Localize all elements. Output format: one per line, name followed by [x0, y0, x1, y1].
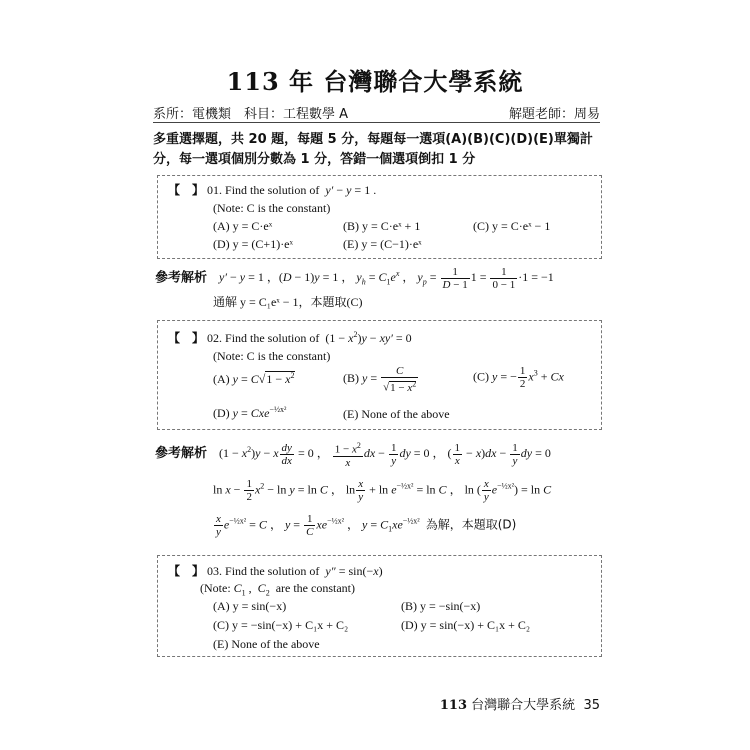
question-box-03	[157, 555, 602, 657]
answer-bracket: 【 】	[168, 564, 205, 578]
note: (Note: C is the constant)	[213, 349, 331, 363]
option-d: (D) y = (C+1)·eˣ	[213, 237, 293, 251]
section-intro: 多重選擇題，共 20 題，每題 5 分，每題每一選項(A)(B)(C)(D)(E)單獨計分，每一選項個別分數為 1 分，答錯一個選項倒扣 1 分	[153, 132, 593, 167]
question-text: 03. Find the solution of	[207, 564, 320, 578]
option-d: (D) y = Cxe$^{-\frac{1}{2}x^2}$	[213, 405, 287, 420]
dept-subject: 系所：電機類 科目：工程數學 A	[153, 107, 349, 122]
header-rule	[153, 122, 600, 123]
option-b: (B) y = $\frac{C}{√1 - x^2}$	[343, 365, 417, 394]
note: (Note: $C_1$ , $C_2$ are the constant)	[200, 581, 355, 598]
question-box-01	[157, 175, 602, 259]
equation: $(1 - x^2)y - xy' = 0$	[325, 330, 412, 345]
option-a: (A) $y = C√1 - x^2$	[213, 371, 295, 386]
answer-conclusion-01: 通解 y = C₁eˣ − 1，本題取(C)	[213, 295, 363, 309]
option-b: (B) y = −sin(−x)	[401, 599, 481, 613]
answer-math-line3: $\frac{x}{y}$ $e^{-\frac{1}{2}x^2} = C$ ， y = $\frac{1}{C}$ $xe^{-\frac{1}{2}x^2}$ ， $y = C_1xe^{-\frac{1}{2}x^2}$ 為解，本題取(D)	[216, 513, 517, 538]
option-a: (A) y = C·eˣ	[213, 219, 273, 233]
answer-conclusion-02: 為解，本題取(D)	[425, 517, 517, 532]
answer-math-line1: $(1 - x^2)y - x$ $\frac{dy}{dx}$ = 0 ， $\frac{1 - x^2}{x}$ dx − $\frac{1}{y}$ dy = 0 ， ( $\frac{1}{x}$ − x)dx − $\frac{1}{y}$ dy = 0	[216, 441, 551, 469]
subject-line	[153, 103, 600, 122]
answer-block-02	[155, 440, 551, 469]
option-e: (E) y = (C−1)·eˣ	[343, 237, 422, 251]
question-text: 02. Find the solution of	[207, 331, 320, 345]
page-title: 113 年 台灣聯合大學系統	[226, 67, 524, 96]
question-stem-01	[168, 181, 376, 198]
option-d: (D) y = sin(−x) + C₁x + C₂	[401, 618, 531, 632]
equation: y″ = sin(−x)	[325, 564, 383, 578]
footer-title: 台灣聯合大學系統	[471, 698, 576, 713]
option-e: (E) None of the above	[343, 407, 450, 421]
answer-label: 參考解析	[155, 270, 208, 286]
page-number: 35	[583, 698, 600, 713]
note: (Note: C is the constant)	[213, 201, 331, 215]
footer-year: 113	[439, 698, 468, 713]
answer-math: y′ − y = 1 ，(D − 1)y = 1 ， $y_h = C_1e^x$ ， $y_p$ = $\frac{1}{D - 1}$ 1 = $\frac{1}{0 - 1}$ ·1 = −1	[219, 266, 554, 291]
answer-label: 參考解析	[155, 446, 208, 462]
answer-block-01	[155, 266, 554, 291]
equation: y′ − y = 1 .	[325, 183, 377, 197]
answer-math-line2: ln x − $\frac{1}{2}$ $x^2 - \ln y = \ln C$ ， ln $\frac{x}{y}$ + $\ln e^{-\frac{1}{2}x^2} = \ln C$ ， ln ( $\frac{x}{y}$ $e^{-\frac{1}{2}x^2}) = \ln C$	[213, 478, 552, 503]
page-footer	[440, 694, 600, 713]
option-e: (E) None of the above	[213, 637, 320, 651]
answer-bracket: 【 】	[168, 331, 205, 345]
question-box-02	[157, 320, 602, 430]
answer-bracket: 【 】	[168, 183, 205, 197]
question-stem-02	[168, 329, 412, 346]
question-text: 01. Find the solution of	[207, 183, 320, 197]
question-stem-03	[168, 562, 383, 579]
option-a: (A) y = sin(−x)	[213, 599, 287, 613]
option-c: (C) y = C·eˣ − 1	[473, 219, 551, 233]
option-b: (B) y = C·eˣ + 1	[343, 219, 421, 233]
option-c: (C) y = − $\frac{1}{2}$ $x^3 + Cx$	[473, 365, 564, 390]
teacher-name: 解題老師：周易	[508, 107, 600, 122]
option-c: (C) y = −sin(−x) + C₁x + C₂	[213, 618, 349, 632]
